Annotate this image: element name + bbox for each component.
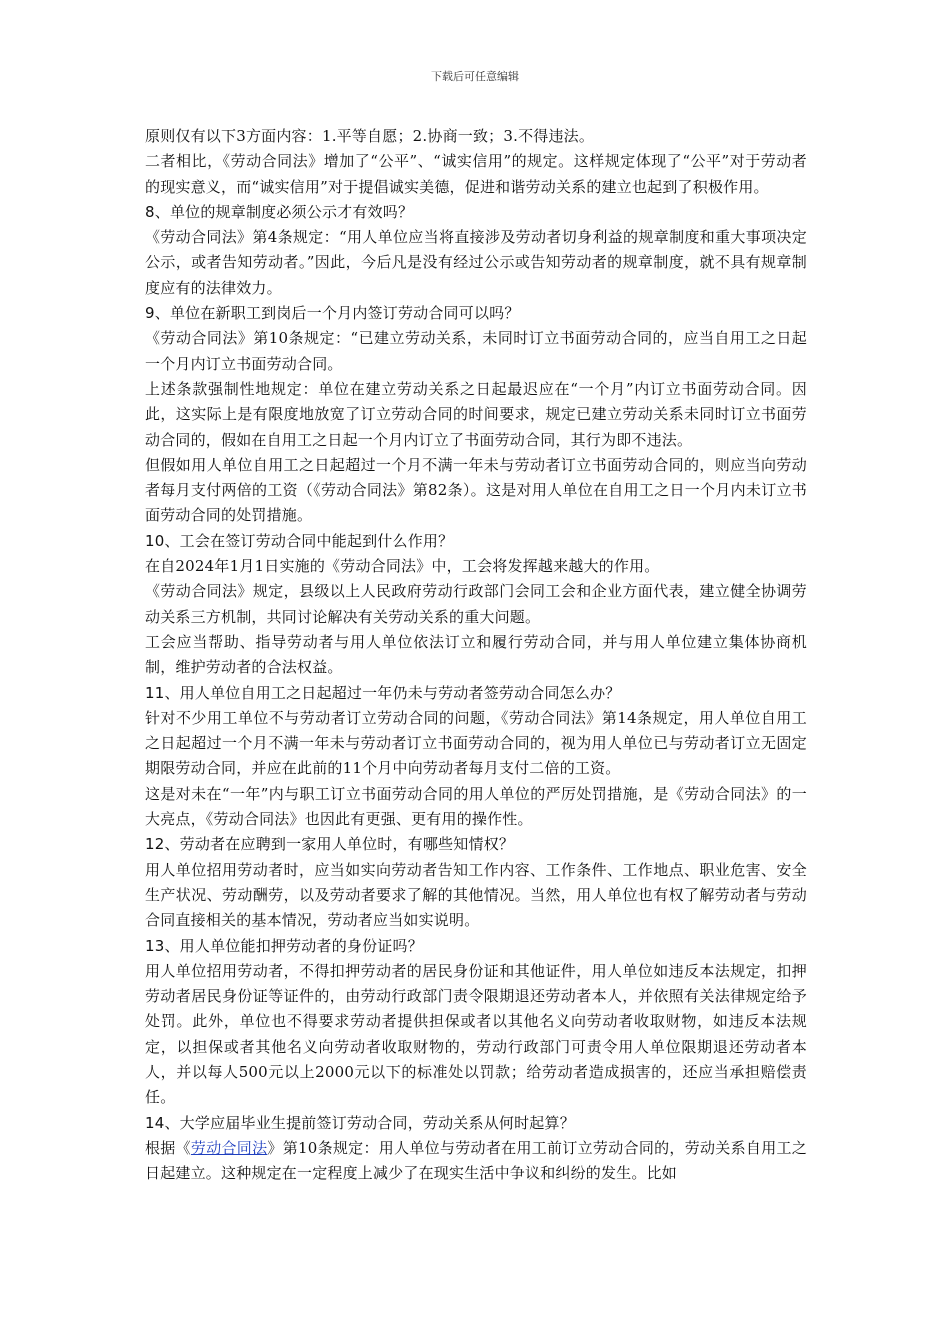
law-link[interactable]: 劳动合同法 [190, 1138, 268, 1157]
question-heading: 13、用人单位能扣押劳动者的身份证吗？ [145, 936, 423, 955]
paragraph-suffix: 》第10条规定：用人单位与劳动者在用工前订立劳动合同的，劳动关系自用工之日起建立。这种规定在一定程度上减少了在现实生活中争议和纠纷的发生。比如 [145, 1138, 807, 1183]
paragraph: 二者相比，《劳动合同法》增加了“公平”、“诚实信用”的规定。这样规定体现了“公平”对于劳动者的现实意义，而“诚实信用”对于提倡诚实美德，促进和谐劳动关系的建立也起到了积极作用。 [145, 152, 807, 196]
paragraph: 工会应当帮助、指导劳动者与用人单位依法订立和履行劳动合同，并与用人单位建立集体协商机制，维护劳动者的合法权益。 [145, 632, 807, 677]
question-heading: 8、单位的规章制度必须公示才有效吗？ [145, 202, 414, 221]
question-heading: 12、劳动者在应聘到一家用人单位时，有哪些知情权？ [145, 835, 515, 854]
paragraph: 但假如用人单位自用工之日起超过一个月不满一年未与劳动者订立书面劳动合同的，则应当向劳动者每月支付两倍的工资（《劳动合同法》第82条）。这是对用人单位在自用工之日一个月内未订立书面劳动合同的处罚措施。 [145, 455, 807, 525]
question-heading: 14、大学应届毕业生提前签订劳动合同，劳动关系从何时起算？ [145, 1113, 575, 1132]
question-heading: 9、单位在新职工到岗后一个月内签订劳动合同可以吗？ [145, 304, 520, 323]
paragraph: 《劳动合同法》第4条规定：“用人单位应当将直接涉及劳动者切身利益的规章制度和重大事项决定公示，或者告知劳动者。”因此，今后凡是没有经过公示或告知劳动者的规章制度，就不具有规章制度应有的法律效力。 [145, 228, 807, 297]
paragraph: 针对不少用工单位不与劳动者订立劳动合同的问题，《劳动合同法》第14条规定，用人单位自用工之日起超过一个月不满一年未与劳动者订立书面劳动合同的，视为用人单位已与劳动者订立无固定期限劳动合同，并应在此前的11个月中向劳动者每月支付二倍的工资。 [145, 708, 807, 778]
question-heading: 10、工会在签订劳动合同中能起到什么作用？ [145, 531, 454, 550]
paragraph-prefix: 根据《 [145, 1138, 191, 1157]
paragraph: 用人单位招用劳动者时，应当如实向劳动者告知工作内容、工作条件、工作地点、职业危害、安全生产状况、劳动酬劳，以及劳动者要求了解的其他情况。当然，用人单位也有权了解劳动者与劳动合同直接相关的基本情况，劳动者应当如实说明。 [145, 860, 807, 930]
paragraph: 上述条款强制性地规定：单位在建立劳动关系之日起最迟应在“一个月”内订立书面劳动合同。因此，这实际上是有限度地放宽了订立劳动合同的时间要求，规定已建立劳动关系未同时订立书面劳动合同的，假如在自用工之日起一个月内订立了书面劳动合同，其行为即不违法。 [145, 379, 807, 449]
paragraph-with-link [145, 1136, 807, 1187]
paragraph: 在自2024年1月1日实施的《劳动合同法》中，工会将发挥越来越大的作用。 [145, 557, 660, 576]
page-header: 下载后可任意编辑 [431, 70, 519, 83]
paragraph: 用人单位招用劳动者，不得扣押劳动者的居民身份证和其他证件，用人单位如违反本法规定，扣押劳动者居民身份证等证件的，由劳动行政部门责令限期退还劳动者本人，并依照有关法律规定给予处罚。此外，单位也不得要求劳动者提供担保或者以其他名义向劳动者收取财物，如违反本法规定，以担保或者其他名义向劳动者收取财物的，劳动行政部门可责令用人单位限期退还劳动者本人，并以每人500元以上2000元以下的标准处以罚款；给劳动者造成损害的，还应当承担赔偿责任。 [145, 961, 807, 1107]
paragraph: 《劳动合同法》第10条规定：“已建立劳动关系，未同时订立书面劳动合同的，应当自用工之日起一个月内订立书面劳动合同。 [145, 329, 807, 373]
document-body [145, 124, 807, 1186]
question-heading: 11、用人单位自用工之日起超过一年仍未与劳动者签劳动合同怎么办？ [145, 683, 621, 702]
paragraph: 这是对未在“一年”内与职工订立书面劳动合同的用人单位的严厉处罚措施，是《劳动合同法》的一大亮点，《劳动合同法》也因此有更强、更有用的操作性。 [145, 784, 807, 829]
paragraph: 《劳动合同法》规定，县级以上人民政府劳动行政部门会同工会和企业方面代表，建立健全协调劳动关系三方机制，共同讨论解决有关劳动关系的重大问题。 [145, 582, 807, 626]
paragraph: 原则仅有以下3方面内容：1.平等自愿；2.协商一致；3.不得违法。 [145, 127, 595, 145]
